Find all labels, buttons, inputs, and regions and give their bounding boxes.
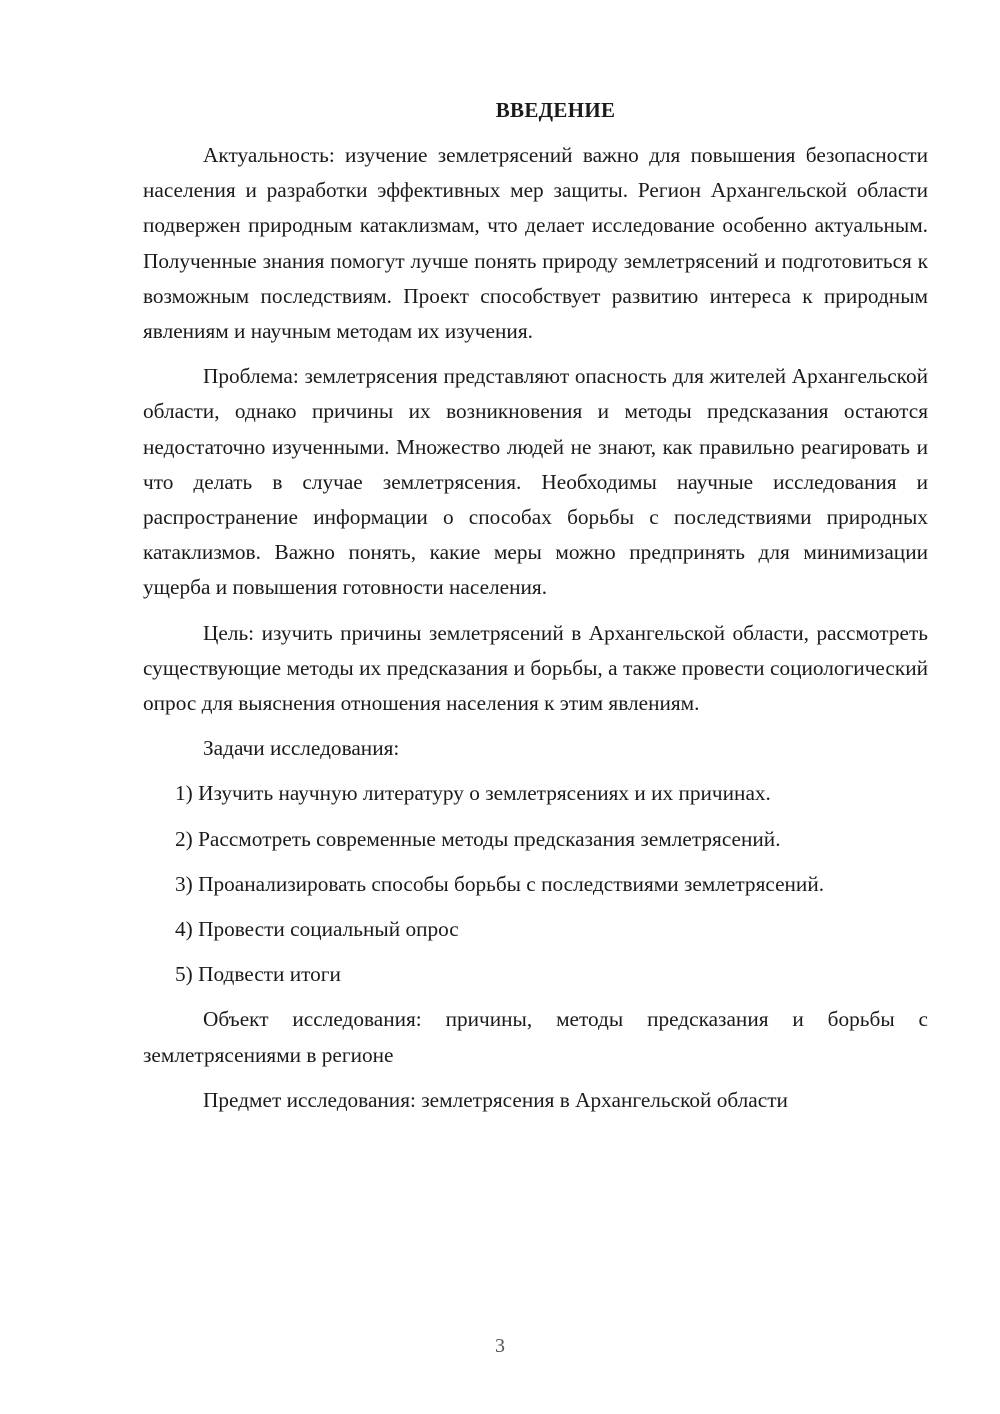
paragraph-relevance: Актуальность: изучение землетрясений важно для повышения безопасности населения и разработки эффективных мер защиты. Регион Архангельской области подвержен природным катаклизмам, что делает исследование особенно актуальным. Полученные знания помогут лучше понять природу землетрясений и подготовиться к возможным последствиям. Проект способствует развитию интереса к природным явлениям и научным методам их изучения.	[143, 143, 928, 344]
paragraph-subject: Предмет исследования: землетрясения в Архангельской области	[203, 1087, 788, 1112]
paragraph-goal: Цель: изучить причины землетрясений в Архангельской области, рассмотреть существующие методы их предсказания и борьбы, а также провести социологический опрос для выяснения отношения населения к этим явлениям.	[143, 620, 928, 716]
task-item-4: 4) Провести социальный опрос	[175, 917, 459, 942]
document-page	[143, 96, 928, 1128]
tasks-heading: Задачи исследования:	[203, 736, 400, 761]
page-title: ВВЕДЕНИЕ	[495, 98, 616, 122]
task-item-2: 2) Рассмотреть современные методы предсказания землетрясений.	[175, 826, 781, 851]
page-number: 3	[495, 1335, 505, 1357]
paragraph-problem: Проблема: землетрясения представляют опасность для жителей Архангельской области, однако причины их возникновения и методы предсказания остаются недостаточно изученными. Множество людей не знают, как правильно реагировать и что делать в случае землетрясения. Необходимы научные исследования и распространение информации о способах борьбы с последствиями природных катаклизмов. Важно понять, какие меры можно предпринять для минимизации ущерба и повышения готовности населения.	[143, 364, 928, 600]
task-item-3: 3) Проанализировать способы борьбы с последствиями землетрясений.	[175, 871, 825, 896]
task-item-1: 1) Изучить научную литературу о землетрясениях и их причинах.	[175, 781, 771, 806]
paragraph-object: Объект исследования: причины, методы предсказания и борьбы с землетрясениями в регионе	[143, 1007, 928, 1067]
task-item-5: 5) Подвести итоги	[175, 962, 341, 987]
